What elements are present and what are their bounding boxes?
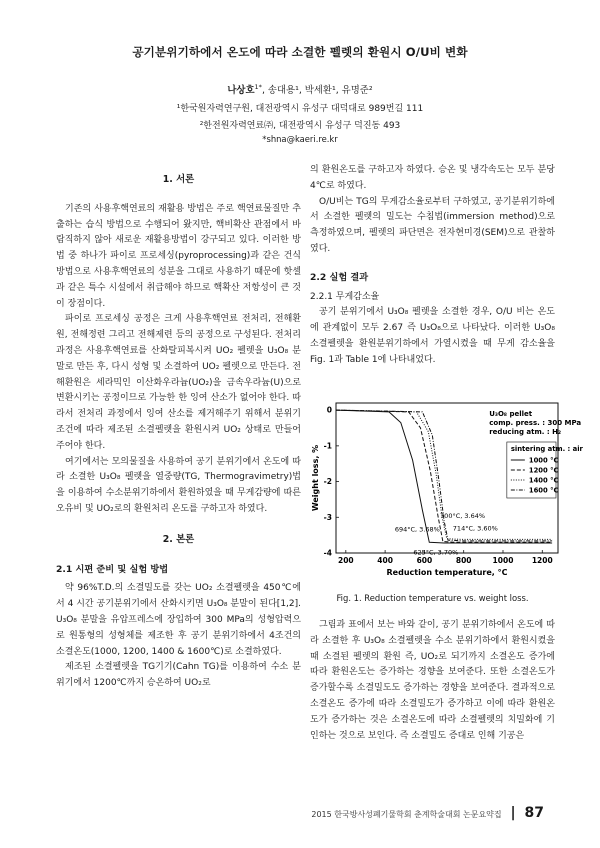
x-tick-label-2: 600 (416, 556, 433, 565)
left-column (56, 172, 301, 692)
results-paragraph-2: 그림과 표에서 보는 바와 같이, 공기 분위기하에서 온도에 따라 소결한 후 U₃O₈ 소결펠렛을 수소 분위기하에서 환원시켰을 때 소결된 펠렛의 환원 즉, UO₂로 되기까지 소결온도 증가에 따라 환원온도는 증가하는 경향을 보여준다. 또한 소결온도가 증가할수록 소결밀도도 증가하는 경향을 보여준다. 결과적으로 소결온도 증가에 따라 소결밀도가 증가하고 이에 따라 환원온도가 증가하는 것은 소결온도에 따라 소결펠렛의 치밀화에 기인하는 것으로 보인다. 즉 소결밀도 증대로 인해 기공은 (310, 620, 555, 741)
right-column (310, 163, 555, 369)
subsection-2-2-1-title: 2.2.1 무게감소율 (310, 291, 380, 302)
x-tick-label-5: 1200 (531, 556, 553, 565)
weight-loss-chart (310, 395, 583, 585)
intro-paragraph-1: 기존의 사용후핵연료의 재활용 방법은 주로 핵연료물질만 추출하는 습식 방법으로 수행되어 왔지만, 핵비확산 관점에서 바람직하지 않아 새로운 재활용방법이 강구되고 있다. 이러한 방법 중 하나가 파이로 프로세싱(pyroprocessing)과 같은 건식방법으로 사용후핵연료의 성분을 그대로 사용하기 때문에 핫셀과 같은 특수 시설에서 취급해야 하므로 핵확산 저항성이 큰 것이 장점이다. (56, 203, 301, 309)
subsection-2-1-title: 2.1 시편 준비 및 실험 방법 (56, 563, 169, 575)
page-number: 87 (524, 805, 544, 821)
point-label-3: 714°C, 3.60% (452, 524, 498, 533)
intro-paragraph-3: 여기에서는 모의물질을 사용하여 공기 분위기에서 온도에 따라 소결한 U₃O₈ 펠렛을 열중량(TG, Thermogravimetry)법을 이용하여 수소분위기하에서 환원하였을 때 무게감량에 따른 오유비 및 UO₂로의 환원처리 온도를 구하고자 하였다. (56, 456, 301, 514)
y-tick-label-2: -2 (323, 477, 332, 487)
y-axis-label: Weight loss, % (311, 444, 320, 512)
legend-label-0: 1000 °C (528, 456, 559, 465)
x-tick-label-1: 400 (377, 556, 393, 565)
legend-label-1: 1200 °C (528, 466, 559, 475)
legend-title: sintering atm. : air (510, 445, 583, 453)
y-tick-label-4: -4 (323, 548, 332, 558)
figure-caption: Fig. 1. Reduction temperature vs. weight loss. (336, 593, 529, 603)
footer-text: 2015 한국방사성폐기물학회 춘계학술대회 논문요약집 (311, 810, 502, 819)
point-label-2: 700°C, 3.64% (440, 512, 486, 521)
lead-author: 나상호 (227, 85, 255, 96)
annotation-line-0: U₃O₈ pellet (489, 410, 533, 418)
x-axis-label: Reduction temperature, °C (386, 568, 508, 577)
co-authors: , 송대용¹, 박세환¹, 유명준² (261, 85, 373, 96)
x-tick-label-0: 200 (337, 556, 354, 565)
methods-paragraph-1: 약 96%T.D.의 소결밀도를 갖는 UO₂ 소결펠렛을 450℃에서 4 시간 공기분위기에서 산화시키면 U₃O₈ 분말이 된다[1,2]. U₃O₈ 분말을 유압프레스에 장입하여 300 MPa의 성형압력으로 원통형의 성형체를 제조한 후 공기 분위기하에서 4조건의 소결온도(1000, 1200, 1400 & 1600℃)로 소결하였다. (56, 583, 301, 657)
section-body-title: 2. 본론 (162, 533, 195, 545)
affiliation-1: ¹한국원자력연구원, 대전광역시 유성구 대덕대로 989번길 111 (176, 104, 424, 114)
right-column-lower (310, 618, 555, 744)
legend-label-3: 1600 °C (528, 486, 559, 495)
legend-label-2: 1400 °C (528, 476, 559, 485)
y-tick-label-0: 0 (326, 405, 332, 415)
y-tick-label-1: -1 (323, 441, 332, 451)
annotation-line-2: reducing atm. : H₂ (489, 428, 562, 436)
author-list (0, 82, 600, 96)
affiliation-2: ²한전원자력연료㈜, 대전광역시 유성구 덕진동 493 (199, 121, 401, 131)
y-tick-label-3: -3 (323, 512, 332, 522)
section-intro-title: 1. 서론 (162, 174, 195, 185)
point-label-0: 625°C, 3.70% (413, 548, 459, 557)
point-label-1: 694°C, 3.68% (394, 525, 440, 534)
methods-paragraph-3: 의 환원온도를 구하고자 하였다. 승온 및 냉각속도는 모두 분당 4℃로 하였다. (310, 165, 555, 191)
intro-paragraph-2: 파이로 프로세싱 공정은 크게 사용후핵연료 전처리, 전해환원, 전해정련 그리고 전해제련 등의 공정으로 구성된다. 전처리과정은 사용후핵연료를 산화탈피복시켜 UO₂ 펠렛을 U₃O₈ 분말로 만든 후, 다시 성형 및 소결하여 UO₂ 펠렛으로 만든다. 전해환원은 세라믹인 이산화우라늄(UO₂)을 금속우라늄(U)으로 변환시키는 공정이므로 가능한 한 잉여 산소가 없어야 한다. 따라서 전처리 과정에서 잉여 산소를 제거해주기 위해서 분위기 조건에 따라 제조된 소결펠렛을 환원시켜 UO₂ 상태로 만들어 주어야 한다. (56, 314, 301, 451)
paper-title: 공기분위기하에서 온도에 따라 소결한 펠렛의 환원시 O/U비 변화 (132, 45, 468, 59)
subsection-2-2-title: 2.2 실험 결과 (310, 271, 369, 283)
methods-paragraph-4: O/U비는 TG의 무게감소율로부터 구하였고, 공기분위기하에서 소결한 펠렛의 밀도는 수침법(immersion method)으로 측정하였으며, 펠렛의 파단면은 전자현미경(SEM)으로 관찰하였다. (310, 196, 555, 254)
corresponding-email: *shna@kaeri.re.kr (262, 134, 338, 144)
x-tick-label-3: 800 (455, 556, 472, 565)
methods-paragraph-2: 제조된 소결펠렛을 TG기기(Cahn TG)를 이용하여 수소 분위기에서 1200℃까지 승온하여 UO₂로 (56, 662, 301, 689)
x-tick-label-4: 1000 (492, 556, 514, 565)
annotation-line-1: comp. press. : 300 MPa (489, 419, 582, 427)
lead-author-mark: 1* (254, 82, 262, 91)
results-paragraph-1: 공기 분위기에서 U₃O₈ 펠렛을 소결한 경우, O/U 비는 온도에 관계없이 모두 2.67 즉 U₃O₈으로 나타났다. 이러한 U₃O₈ 소결펠렛을 환원분위기하에서 가열시켰을 때 무게 감소율을 Fig. 1과 Table 1에 나타내었다. (310, 307, 555, 365)
page-footer: 2015 한국방사성폐기물학회 춘계학술대회 논문요약집 | 87 (311, 805, 544, 821)
